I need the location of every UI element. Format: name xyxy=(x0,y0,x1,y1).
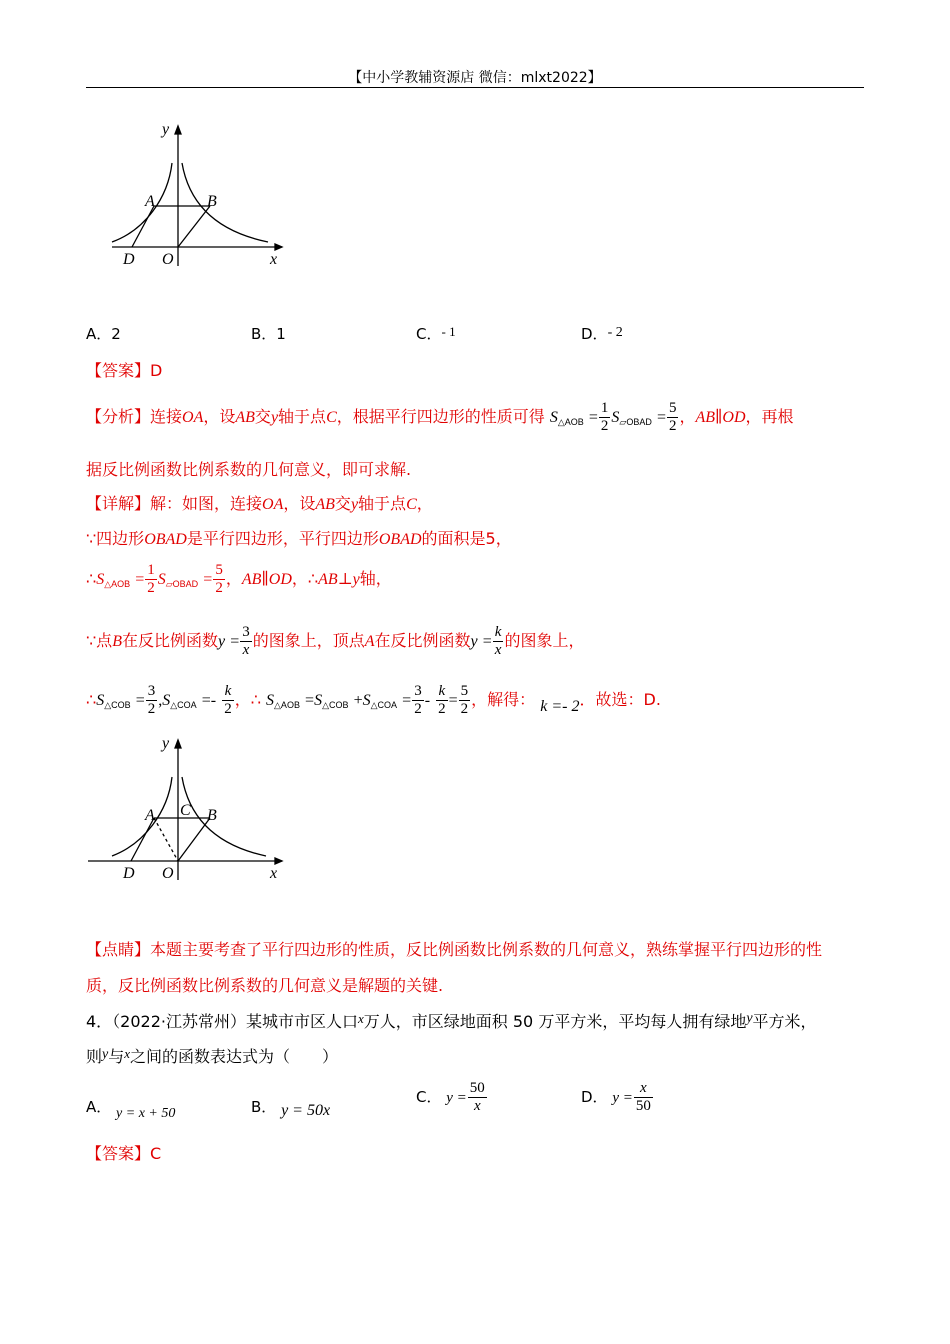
option-c: C．- 1 xyxy=(416,324,456,343)
fig1-O-label: O xyxy=(162,251,174,268)
q3-answer: 【答案】D xyxy=(86,361,163,380)
q4-answer: 【答案】C xyxy=(86,1144,162,1163)
option-a: A．2 xyxy=(86,325,121,343)
q4-option-b: B． y = 50x xyxy=(251,1098,331,1119)
comment-line-1: 【点睛】本题主要考查了平行四边形的性质，反比例函数比例系数的几何意义，熟练掌握平行四边形的性 xyxy=(86,940,823,959)
detail-line-4: ∵点B在反比例函数y = $\frac{3}{x}$ 的图象上，顶点A在反比例函数y = $\frac{k}{x}$ 的图象上， xyxy=(86,624,585,658)
fig2-D-label: D xyxy=(123,865,135,882)
fig2-A-label: A xyxy=(145,807,155,824)
option-d: D．- 2 xyxy=(581,325,623,343)
page-header: 【中小学教辅资源店 微信：mlxt2022】 xyxy=(348,70,602,86)
q4-line-1: 4．（2022·江苏常州）某城市市区人口$^x$万人，市区绿地面积 50 万平方米，平均每人拥有绿地y平方米， xyxy=(86,1011,817,1031)
analysis-line-1: 【分析】连接OA，设AB交y轴于点C，根据平行四边形的性质可得 $S_{\triangle AOB}$ = $\frac{1}{2}$ $S_{▱OBAD}$ = $\frac{5}{2}$ ，AB∥OD，再根 xyxy=(86,400,794,434)
figure-2 xyxy=(86,732,296,887)
fig1-y-label: y xyxy=(162,121,170,138)
analysis-line-2: 据反比例函数比例系数的几何意义，即可求解. xyxy=(86,460,412,479)
q4-option-c: C． y = $\frac{50}{x}$ xyxy=(416,1080,485,1114)
comment-line-2: 质，反比例函数比例系数的几何意义是解题的关键. xyxy=(86,976,444,995)
fig2-O-label: O xyxy=(162,865,174,882)
figure-1 xyxy=(100,118,300,273)
fig2-y-label: y xyxy=(162,735,170,752)
q4-option-a: A． y = x + 50 xyxy=(86,1098,176,1121)
fig1-B-label: B xyxy=(207,193,217,210)
fig2-B-label: B xyxy=(207,807,217,824)
detail-line-1: 【详解】解：如图，连接OA，设AB交y轴于点C， xyxy=(86,494,433,513)
fig1-x-label: x xyxy=(270,251,278,268)
fig1-D-label: D xyxy=(123,251,135,268)
fig1-A-label: A xyxy=(145,193,155,210)
fig2-x-label: x xyxy=(270,865,278,882)
option-b: B．1 xyxy=(251,325,286,343)
detail-line-5: $\therefore S_{\triangle COB}$ = $\frac{3}{2}$ $,S_{\triangle COA}$ =- $\frac{k}{2}$ ，∴ $S_{\triangle AOB} =S_{\triangle COB} +S_{\triangle COA}$ = $\frac{3}{2}$ - $\frac{k}{2}$ = $\frac{5}{2}$ ，解得： k =- 2．故选：D. xyxy=(86,683,661,717)
header-rule xyxy=(86,87,864,88)
fig2-C-label: C xyxy=(180,802,191,819)
detail-line-2: ∵四边形OBAD是平行四边形，平行四边形OBAD的面积是5， xyxy=(86,529,512,548)
q4-line-2: 则y与$^x$之间的函数表达式为（ ） xyxy=(86,1046,339,1066)
q4-option-d: D． y = $\frac{x}{50}$ xyxy=(581,1080,651,1114)
detail-line-3: $\therefore S_{\triangle AOB}$ = $\frac{1}{2}$ $S_{▱OBAD}$ = $\frac{5}{2}$ ，AB∥OD，∴AB⊥y轴， xyxy=(86,562,392,596)
